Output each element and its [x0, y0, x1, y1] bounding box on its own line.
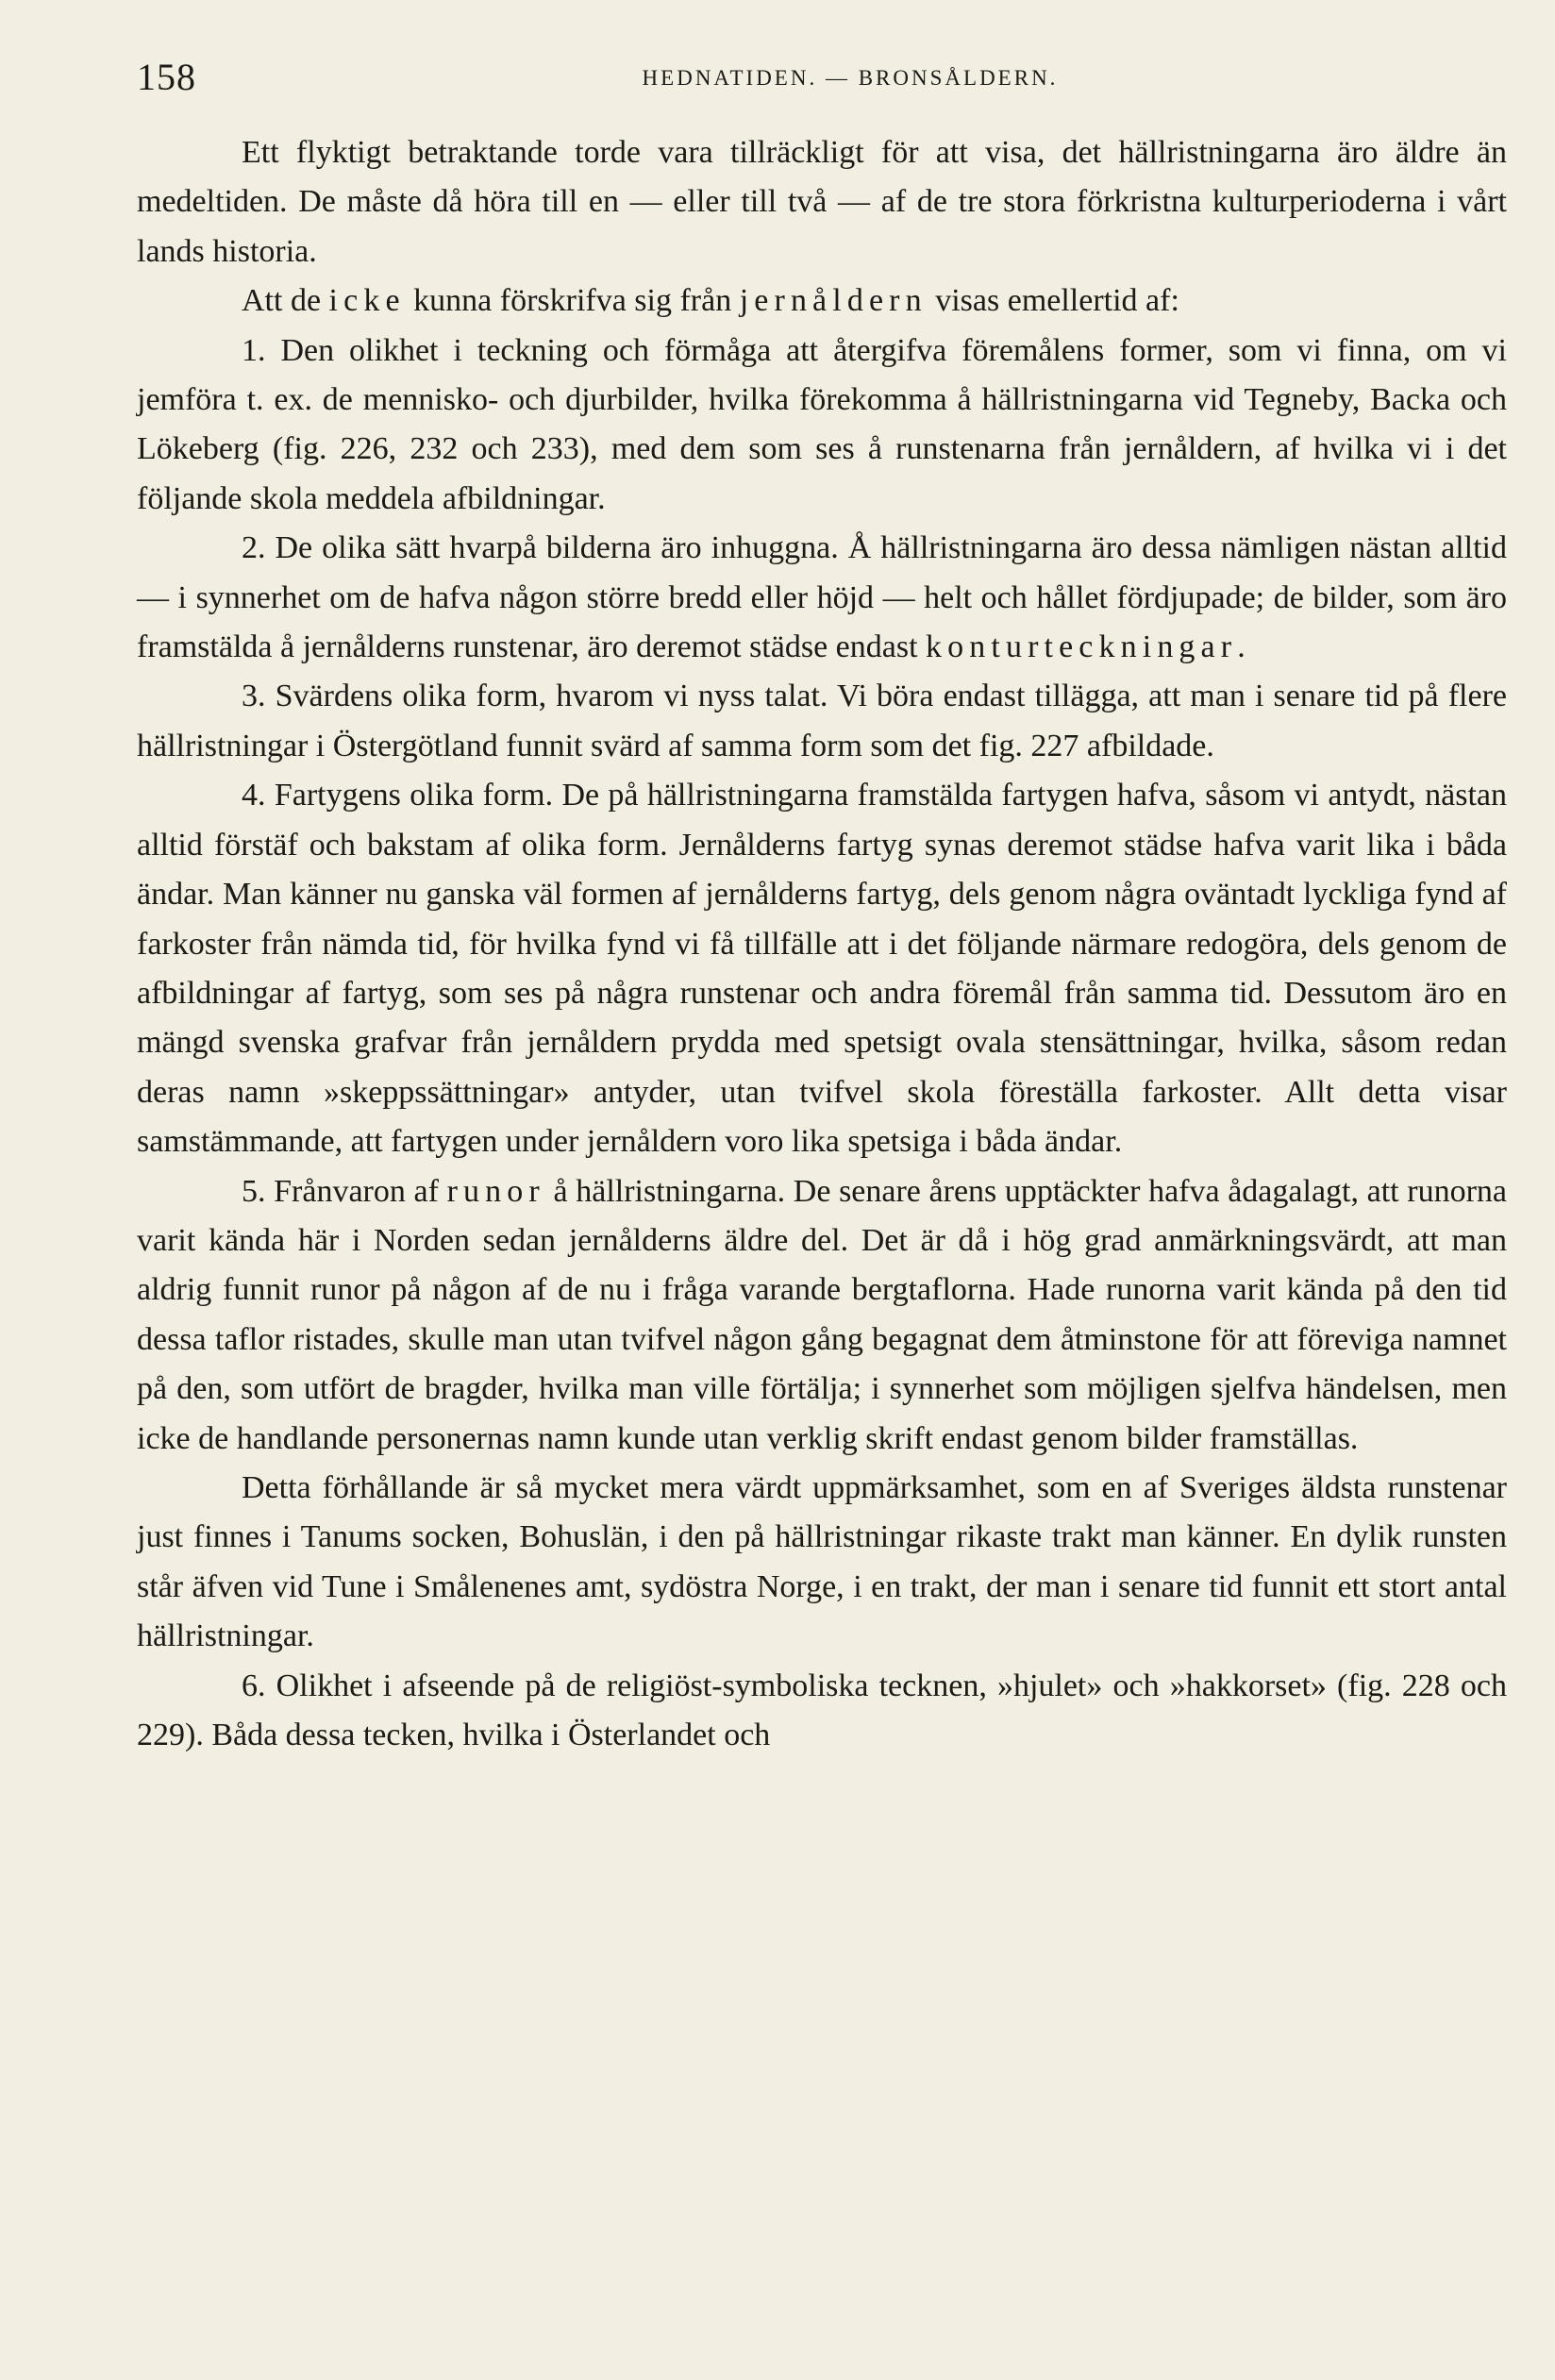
- paragraph: [137, 771, 1507, 1166]
- text-run: Detta förhållande är så mycket mera värdt uppmärksamhet, som en af Sveriges äldsta runstenar just finnes i Tanums socken, Bohuslän, i den på hällristningar rikaste trakt man känner. En dylik runsten står äfven vid Tune i Smålenenes amt, sydöstra Norge, i en trakt, der man i senare tid funnit ett stort antal hällristningar.: [137, 1469, 1507, 1654]
- text-run: Att de: [242, 283, 329, 319]
- text-run: 4. Fartygens olika form. De på hällristningarna framstälda fartygen hafva, såsom vi antydt, nästan alltid förstäf och bakstam af olika form. Jernålderns fartyg synas deremot städse hafva varit lika i båda ändar. Man känner nu ganska väl formen af jernålderns fartyg, dels genom några oväntadt lyckliga fynd af farkoster från nämda tid, för hvilka fynd vi få tillfälle att i det följande närmare redogöra, dels genom de afbildningar af fartyg, som ses på några runstenar och andra föremål från samma tid. Dessutom äro en mängd svenska grafvar från jernåldern prydda med spetsigt ovala stensättningar, hvilka, såsom redan deras namn »skeppssättningar» antyder, utan tvifvel skola föreställa farkoster. Allt detta visar samstämmande, att fartygen under jernåldern voro lika spetsiga i båda ändar.: [137, 778, 1507, 1160]
- text-run: Ett flyktigt betraktande torde vara tillräckligt för att visa, det hällristningarna äro äldre än medeltiden. De måste då höra till en — eller till två — af de tre stora förkristna kulturperioderna i vårt lands historia.: [137, 135, 1507, 269]
- text-run: visas emellertid af:: [927, 283, 1179, 319]
- text-run: .: [1237, 629, 1246, 665]
- paragraph: [137, 1167, 1507, 1464]
- spaced-emphasis: runor: [446, 1173, 545, 1209]
- text-run: kunna förskrifva sig från: [405, 283, 740, 319]
- paragraph: [137, 524, 1507, 672]
- text-run: 5. Frånvaron af: [242, 1173, 447, 1209]
- paragraph: [137, 327, 1507, 525]
- spaced-emphasis: icke: [328, 283, 406, 319]
- paragraph: [137, 1662, 1507, 1761]
- page-number: 158: [137, 56, 196, 98]
- body-text: [137, 128, 1507, 1760]
- text-run: 1. Den olikhet i teckning och förmåga att återgifva föremålens former, som vi finna, om vi jemföra t. ex. de mennisko- och djurbilder, hvilka förekomma å hällristningarna vid Tegneby, Backa och Lökeberg (fig. 226, 232 och 233), med dem som ses å runstenarna från jernåldern, af hvilka vi i det följande skola meddela afbildningar.: [137, 332, 1507, 516]
- text-run: 6. Olikhet i afseende på de religiöst-symboliska tecknen, »hjulet» och »hakkorset» (fig. 228 och 229). Båda dessa tecken, hvilka i Österlandet och: [137, 1668, 1507, 1752]
- text-run: 3. Svärdens olika form, hvarom vi nyss talat. Vi böra endast tillägga, att man i senare tid på flere hällristningar i Östergötland funnit svärd af samma form som det fig. 227 afbildade.: [137, 679, 1507, 763]
- running-head: [137, 47, 1507, 104]
- running-title: HEDNATIDEN. — BRONSÅLDERN.: [642, 66, 1059, 90]
- text-run: å hällristningarna. De senare årens upptäckter hafva ådagalagt, att runorna varit kända här i Norden sedan jernålderns äldre del. Det är då i hög grad anmärkningsvärdt, att man aldrig funnit runor på någon af de nu i fråga varande bergtaflorna. Hade runorna varit kända på den tid dessa taflor ristades, skulle man utan tvifvel någon gång begagnat dem åtminstone för att föreviga namnet på den, som utfört de bragder, hvilka man ville förtälja; i synnerhet som möjligen sjelfva händelsen, men icke de handlande personernas namn kunde utan verklig skrift endast genom bilder framställas.: [137, 1173, 1507, 1456]
- paragraph: [137, 672, 1507, 771]
- text-run: 2. De olika sätt hvarpå bilderna äro inhuggna. Å hällristningarna äro dessa nämligen nästan alltid — i synnerhet om de hafva någon större bredd eller höjd — helt och hållet fördjupade; de bilder, som äro framstälda å jernålderns runstenar, äro deremot städse endast: [137, 530, 1507, 665]
- paragraph: [137, 277, 1507, 326]
- paragraph: [137, 1464, 1507, 1662]
- spaced-emphasis: jernåldern: [739, 283, 928, 319]
- paragraph: [137, 128, 1507, 277]
- spaced-emphasis: konturteckningar: [926, 629, 1238, 665]
- book-page: [137, 47, 1507, 1760]
